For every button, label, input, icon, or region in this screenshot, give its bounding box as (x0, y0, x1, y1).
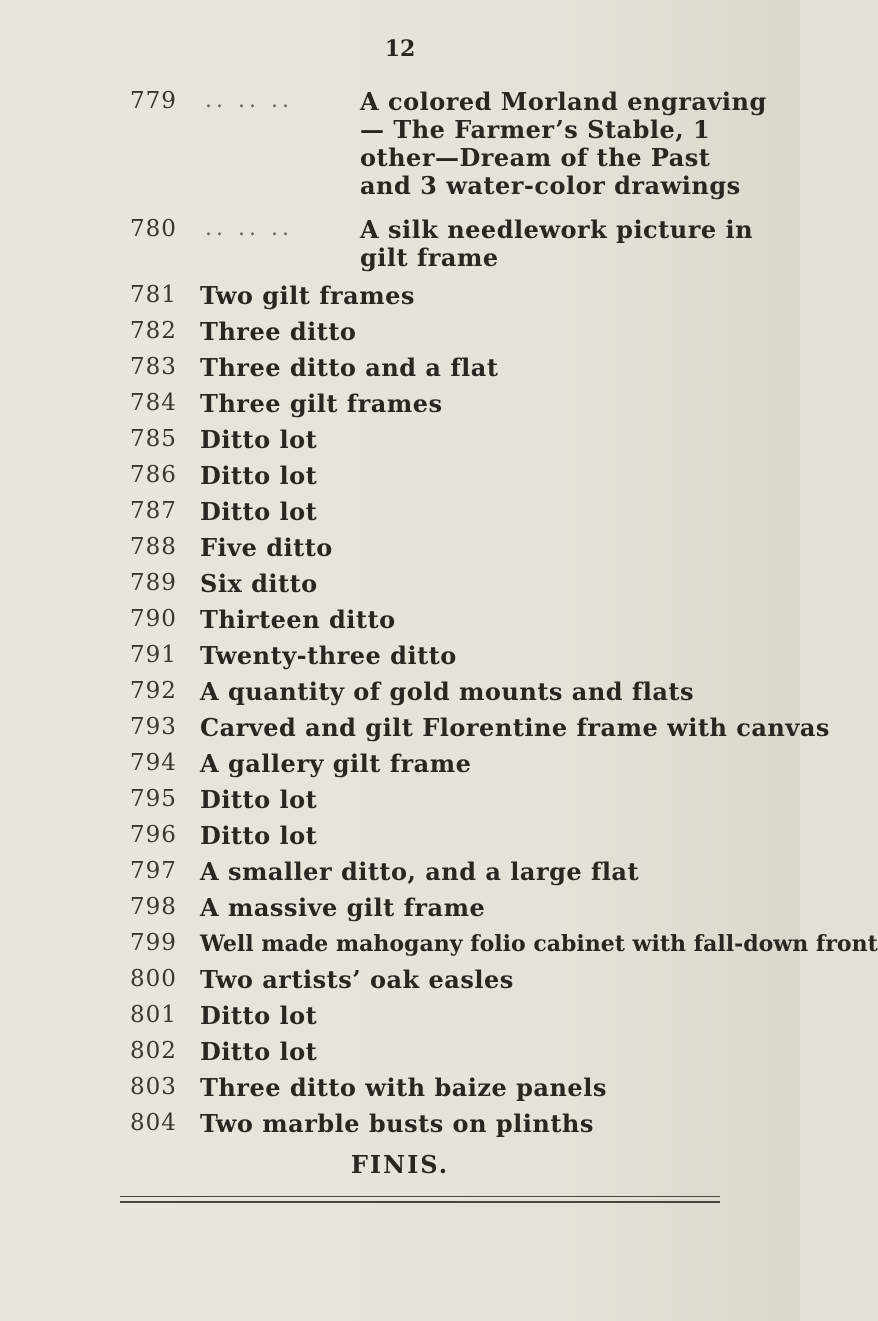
lot-description: A massive gilt frame (200, 893, 486, 922)
lot-description: Two marble busts on plinths (200, 1109, 594, 1138)
lot-description: Three ditto with baize panels (200, 1073, 607, 1102)
leader-dots: .. .. .. (205, 88, 293, 113)
lot-entry (0, 534, 800, 568)
lot-number: 782 (130, 318, 177, 344)
lot-description: Ditto lot (200, 461, 318, 490)
lot-description: Ditto lot (200, 821, 318, 850)
lot-entry (0, 318, 800, 352)
lot-description: Five ditto (200, 533, 333, 562)
lot-description: Ditto lot (200, 425, 318, 454)
lot-number: 789 (130, 570, 177, 596)
lot-description: Ditto lot (200, 497, 318, 526)
lot-description: Three ditto and a flat (200, 353, 499, 382)
lot-number: 785 (130, 426, 177, 452)
lot-number: 784 (130, 390, 177, 416)
lot-description: Thirteen ditto (200, 605, 396, 634)
lot-entry (0, 390, 800, 424)
lot-number: 788 (130, 534, 177, 560)
lot-number: 793 (130, 714, 177, 740)
finis-text: FINIS. (350, 1150, 450, 1179)
lot-number: 779 (130, 88, 177, 114)
lot-number: 804 (130, 1110, 177, 1136)
lot-description: A silk needlework picture in gilt frame (360, 215, 754, 272)
lot-entry (0, 498, 800, 532)
lot-entry (0, 87, 800, 200)
lot-entry (0, 713, 830, 748)
lot-number: 794 (130, 750, 177, 776)
lot-entry (0, 966, 800, 1000)
lot-entry (0, 215, 800, 272)
lot-description: Three gilt frames (200, 389, 443, 418)
lot-number: 792 (130, 678, 177, 704)
lot-description: Well made mahogany folio cabinet with fall-down front (200, 931, 878, 957)
lot-number: 799 (130, 930, 177, 956)
lot-number: 795 (130, 786, 177, 812)
lot-entry (0, 606, 800, 640)
lot-entry (0, 822, 800, 856)
lot-description: Ditto lot (200, 785, 318, 814)
lot-description: A quantity of gold mounts and flats (200, 677, 695, 706)
lot-entry (0, 750, 800, 784)
lot-number: 801 (130, 1002, 177, 1028)
lot-description: A colored Morland engraving— The Farmer’s Stable, 1 other—Dream of the Past and 3 water-color drawings (360, 87, 767, 200)
lot-description: Six ditto (200, 569, 318, 598)
lot-number: 790 (130, 606, 177, 632)
lot-entry (0, 1002, 800, 1036)
lot-description: Ditto lot (200, 1037, 318, 1066)
lot-number: 797 (130, 858, 177, 884)
lot-entry (0, 1110, 800, 1144)
lot-description: Two artists’ oak easles (200, 965, 514, 994)
lot-entry (0, 642, 800, 676)
lot-number: 781 (130, 282, 177, 308)
lot-number: 798 (130, 894, 177, 920)
lot-entry (0, 570, 800, 604)
lot-number: 783 (130, 354, 177, 380)
lot-entry (0, 894, 800, 928)
lot-entry (0, 354, 800, 388)
lot-number: 802 (130, 1038, 177, 1064)
page-number: 12 (384, 36, 416, 62)
lot-number: 800 (130, 966, 177, 992)
lot-description: Ditto lot (200, 1001, 318, 1030)
lot-number: 796 (130, 822, 177, 848)
lot-number: 787 (130, 498, 177, 524)
lot-entry (0, 1074, 800, 1108)
lot-entry (0, 1038, 800, 1072)
lot-entry (0, 282, 800, 316)
leader-dots: .. .. .. (205, 216, 293, 241)
lot-entry (0, 786, 800, 820)
lot-description: Carved and gilt Florentine frame with canvas (200, 713, 830, 742)
lot-description: A gallery gilt frame (200, 749, 472, 778)
lot-number: 786 (130, 462, 177, 488)
lot-entry (0, 462, 800, 496)
lot-entry (0, 930, 878, 964)
lot-entry (0, 678, 800, 712)
lot-entry (0, 858, 800, 892)
lot-number: 791 (130, 642, 177, 668)
lot-entry (0, 426, 800, 460)
lot-description: Three ditto (200, 317, 357, 346)
lot-description: A smaller ditto, and a large flat (200, 857, 640, 886)
lot-number: 780 (130, 216, 177, 242)
lot-description: Two gilt frames (200, 281, 415, 310)
divider-rule (120, 1196, 720, 1203)
lot-description: Twenty-three ditto (200, 641, 457, 670)
lot-number: 803 (130, 1074, 177, 1100)
